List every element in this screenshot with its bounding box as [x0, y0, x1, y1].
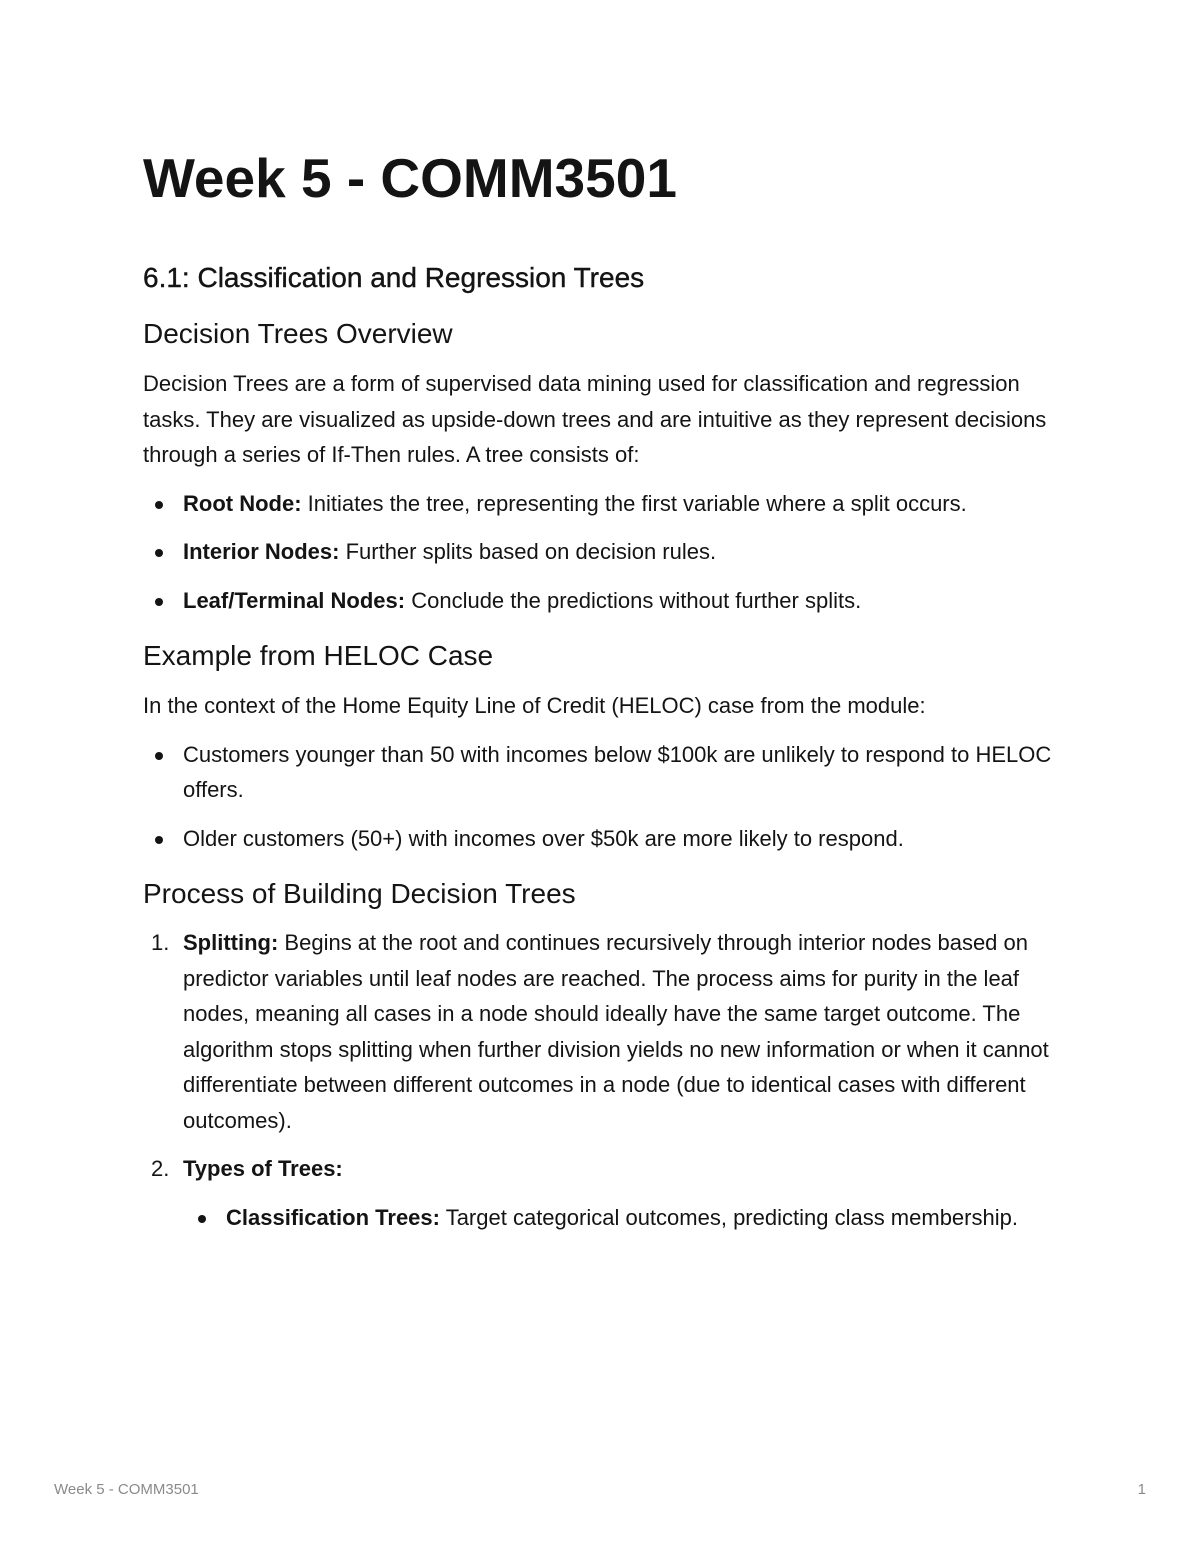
list-item-text: Initiates the tree, representing the first variable where a split occurs.	[301, 490, 967, 516]
step-text: Begins at the root and continues recursively through interior nodes based on predictor variables until leaf nodes are reached. The process aims for purity in the leaf nodes, meaning all cases in a node should ideally have the same target outcome. The algorithm stops splitting when further division yields no new information or when it cannot differentiate between different outcomes in a node (due to identical cases with different outcomes).	[183, 930, 1049, 1133]
footer-title: Week 5 - COMM3501	[54, 1481, 199, 1498]
page-number: 1	[1137, 1481, 1146, 1498]
list-item-term: Classification Trees:	[226, 1204, 440, 1230]
overview-heading: Decision Trees Overview	[143, 318, 453, 349]
list-item-term: Root Node:	[183, 490, 302, 516]
tree-types-list	[183, 1200, 1063, 1236]
overview-paragraph: Decision Trees are a form of supervised data mining used for classification and regression tasks. They are visualized as upside-down trees and are intuitive as they represent decisions through a series of If-Then rules. A tree consists of:	[143, 371, 1047, 467]
section-title: 6.1: Classification and Regression Trees	[143, 262, 645, 293]
list-item-text: Target categorical outcomes, predicting class membership.	[439, 1204, 1018, 1230]
process-heading: Process of Building Decision Trees	[143, 878, 576, 909]
process-steps-list	[143, 925, 1063, 1235]
heloc-paragraph: In the context of the Home Equity Line of Credit (HELOC) case from the module:	[143, 693, 926, 718]
list-item-text: Further splits based on decision rules.	[339, 539, 717, 564]
node-types-list	[143, 486, 1063, 619]
step-item	[143, 1151, 1063, 1235]
step-item	[143, 925, 1063, 1138]
heloc-heading: Example from HELOC Case	[143, 640, 494, 671]
list-item-text: Conclude the predictions without further splits.	[405, 587, 862, 613]
list-item: Older customers (50+) with incomes over $50k are more likely to respond.	[143, 821, 1063, 857]
list-item	[183, 1200, 1063, 1236]
document-title: Week 5 - COMM3501	[143, 147, 677, 209]
step-number: 1.	[151, 930, 170, 955]
list-item-term: Interior Nodes:	[183, 539, 340, 564]
step-number: 2.	[151, 1156, 170, 1181]
list-item	[143, 534, 1063, 570]
list-item	[143, 486, 1063, 522]
step-term: Splitting:	[183, 930, 279, 955]
list-item: Customers younger than 50 with incomes below $100k are unlikely to respond to HELOC offers.	[143, 737, 1063, 808]
step-term: Types of Trees:	[183, 1156, 343, 1181]
list-item	[143, 583, 1063, 619]
heloc-list	[143, 737, 1063, 857]
list-item-term: Leaf/Terminal Nodes:	[183, 587, 406, 613]
document-page	[143, 140, 1063, 1235]
